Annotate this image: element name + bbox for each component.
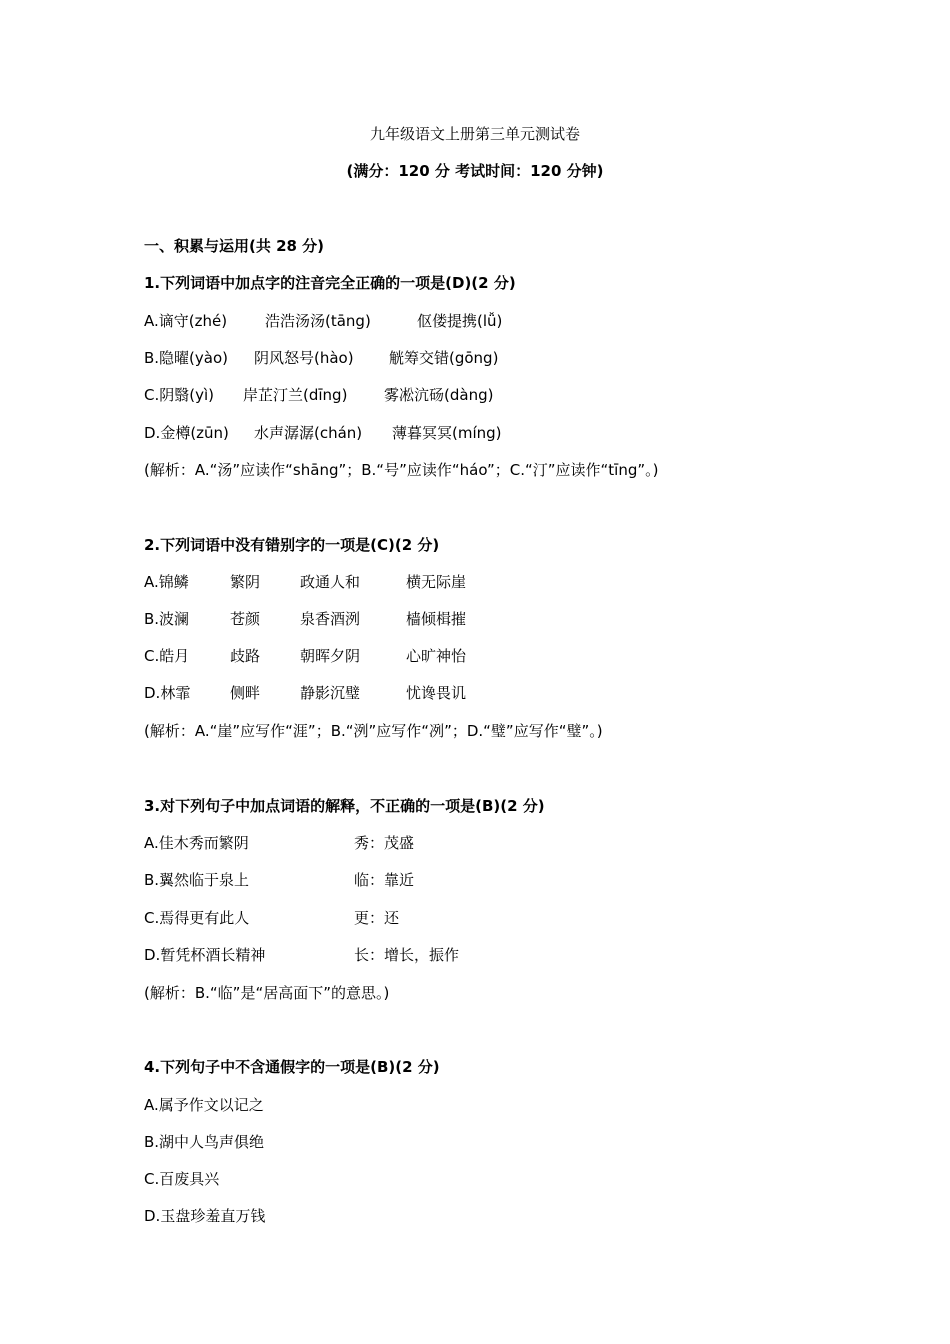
option-item: D.林霏: [144, 684, 191, 702]
option-item: 浩浩汤汤(tāng): [265, 312, 371, 330]
option-item: 繁阴: [230, 573, 261, 591]
option-item: 歧路: [230, 647, 261, 665]
option-item: 樯倾楫摧: [406, 610, 467, 628]
question-3-stem: 3.对下列句子中加点词语的解释，不正确的一项是(B)(2 分): [144, 797, 545, 815]
option-explanation: 长：增长，振作: [354, 946, 460, 964]
option-explanation: 秀：茂盛: [354, 834, 415, 852]
option-item: D.金樽(zūn): [144, 424, 229, 442]
option-item: 横无际崖: [406, 573, 467, 591]
question-4-stem: 4.下列句子中不含通假字的一项是(B)(2 分): [144, 1058, 440, 1076]
question-4-option-d: D.玉盘珍羞直万钱: [144, 1207, 266, 1225]
option-item: 雾凇沆砀(dàng): [384, 386, 494, 404]
question-2-analysis: (解析：A.“崖”应写作“涯”；B.“洌”应写作“冽”；D.“璧”应写作“璧”。): [144, 722, 603, 740]
option-item: 觥筹交错(gōng): [389, 349, 499, 367]
option-item: A.锦鳞: [144, 573, 189, 591]
question-1-stem: 1.下列词语中加点字的注音完全正确的一项是(D)(2 分): [144, 274, 516, 292]
option-item: D.暂凭杯酒长精神: [144, 946, 266, 964]
question-2-stem: 2.下列词语中没有错别字的一项是(C)(2 分): [144, 536, 440, 554]
option-item: B.隐曜(yào): [144, 349, 229, 367]
page-title: 九年级语文上册第三单元测试卷: [369, 125, 580, 143]
option-explanation: 临：靠近: [354, 871, 415, 889]
section-heading: 一、积累与运用(共 28 分): [144, 237, 325, 255]
option-item: A.佳木秀而繁阴: [144, 834, 249, 852]
page-subtitle: (满分：120 分 考试时间：120 分钟): [346, 162, 604, 180]
option-item: 政通人和: [300, 573, 361, 591]
option-item: 心旷神怡: [406, 647, 467, 665]
question-3-analysis: (解析：B.“临”是“居高面下”的意思。): [144, 984, 390, 1002]
question-4-option-a: A.属予作文以记之: [144, 1096, 264, 1114]
option-item: A.谪守(zhé): [144, 312, 228, 330]
option-item: 伛偻提携(lǚ): [417, 312, 503, 330]
option-item: 苍颜: [230, 610, 261, 628]
option-item: 忧谗畏讥: [406, 684, 467, 702]
option-item: 静影沉璧: [300, 684, 361, 702]
option-item: 侧畔: [230, 684, 261, 702]
option-item: 薄暮冥冥(míng): [392, 424, 502, 442]
option-item: 水声潺潺(chán): [254, 424, 363, 442]
option-item: 泉香酒洌: [300, 610, 361, 628]
option-item: B.波澜: [144, 610, 190, 628]
question-1-analysis: (解析：A.“汤”应读作“shāng”；B.“号”应读作“háo”；C.“汀”应读作“tīng”。): [144, 461, 659, 479]
option-item: C.阴翳(yì): [144, 386, 214, 404]
option-explanation: 更：还: [354, 909, 400, 927]
option-item: C.焉得更有此人: [144, 909, 250, 927]
option-item: 朝晖夕阴: [300, 647, 361, 665]
option-item: C.皓月: [144, 647, 190, 665]
question-4-option-c: C.百废具兴: [144, 1170, 220, 1188]
option-item: B.翼然临于泉上: [144, 871, 250, 889]
option-item: 阴风怒号(hào): [254, 349, 354, 367]
option-item: 岸芷汀兰(dīng): [243, 386, 348, 404]
question-4-option-b: B.湖中人鸟声俱绝: [144, 1133, 265, 1151]
